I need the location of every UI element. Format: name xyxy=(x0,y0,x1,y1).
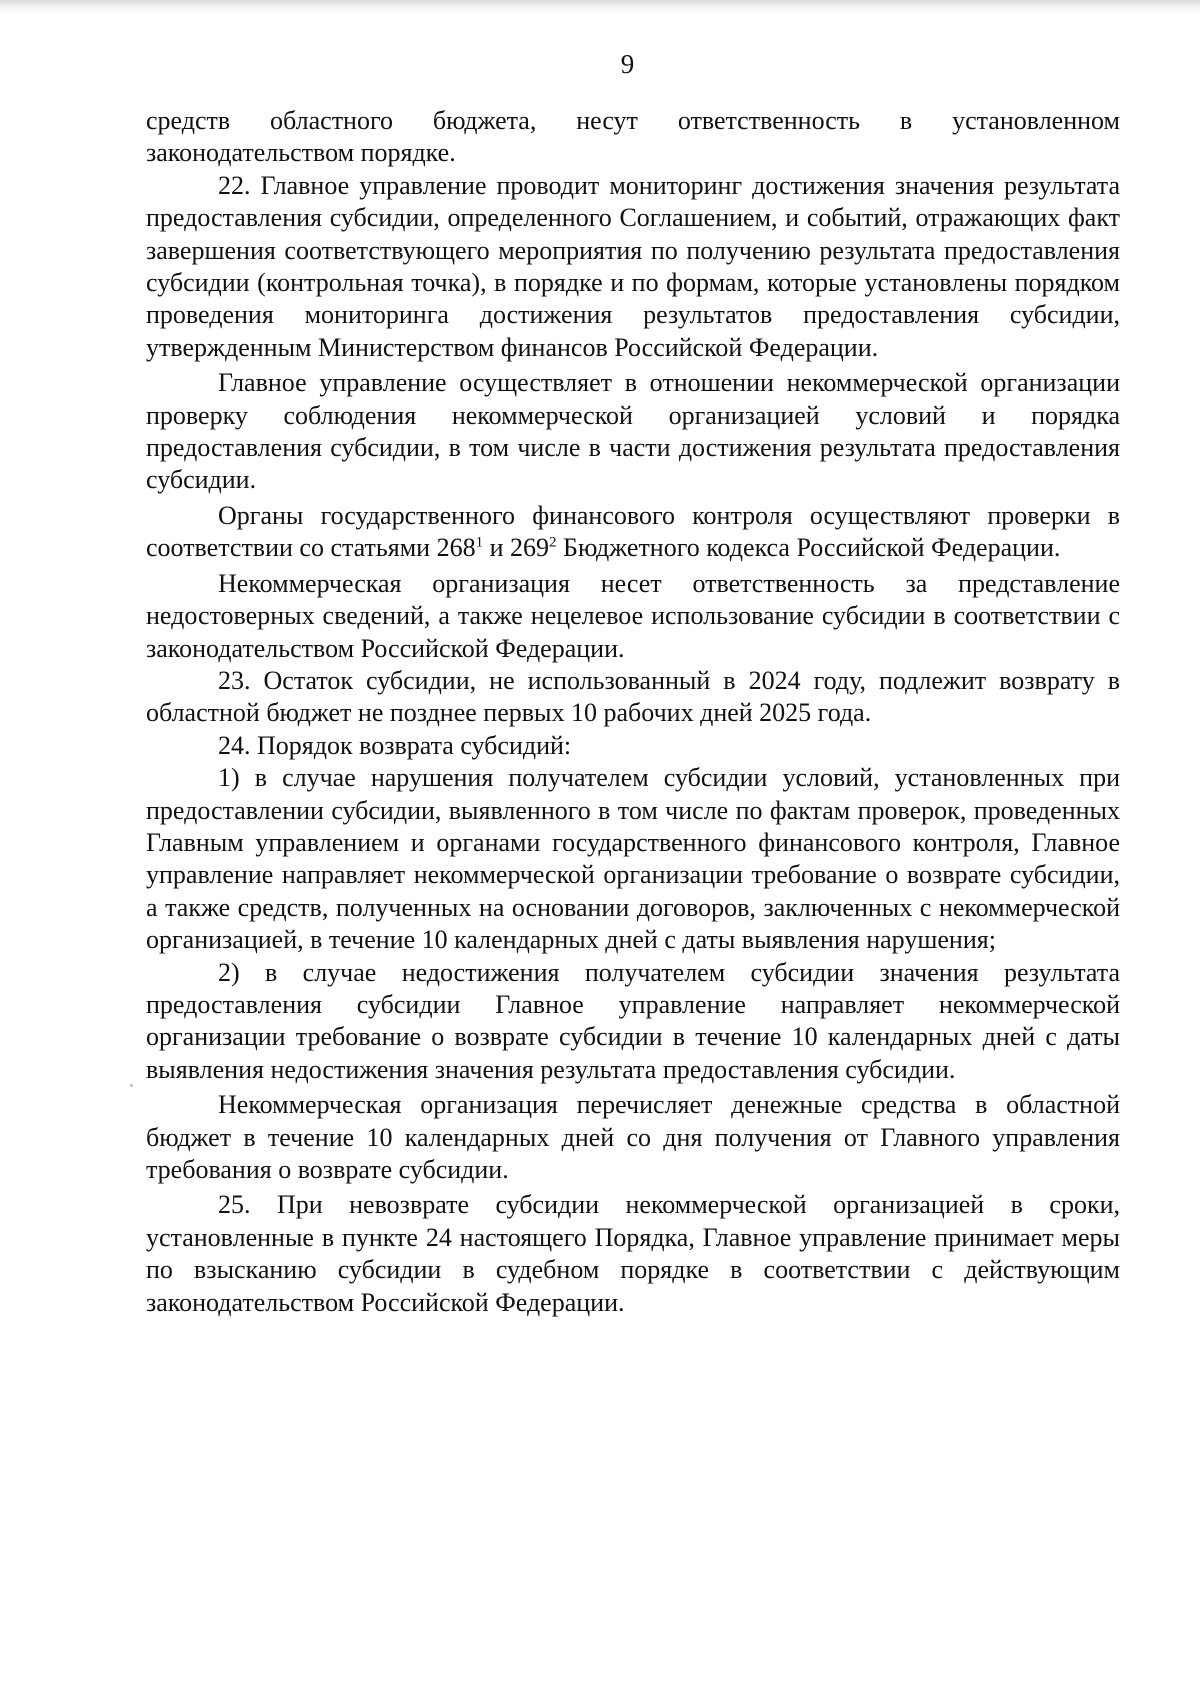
financial-control-text-end: Бюджетного кодекса Российской Федерации. xyxy=(556,533,1061,563)
paragraph-responsibility: Некоммерческая организация несет ответственность за представление недостоверных сведений, а также нецелевое использование субсидии в соответствии с законодательством Российской Федерации. xyxy=(146,568,1120,663)
paragraph-22: 22. Главное управление проводит мониторинг достижения значения результата предоставления субсидии, определенного Соглашением, и событий, отражающих факт завершения соответствующего мероприятия по получению результата предоставления субсидии (контрольная точка), в порядке и по формам, которые установлены порядком проведения мониторинга достижения результатов предоставления субсидии, утвержденным Министерством финансов Российской Федерации. xyxy=(146,170,1120,362)
article-268-superscript: 1 xyxy=(475,534,484,551)
paragraph-23: 23. Остаток субсидии, не использованный в 2024 году, подлежит возврату в областной бюджет не позднее первых 10 рабочих дней 2025 года. xyxy=(146,665,1120,728)
scan-edge-shading xyxy=(0,0,1200,14)
paragraph-24-item-1: 1) в случае нарушения получателем субсидии условий, установленных при предоставлении субсидии, выявленного в том числе по фактам проверок, проведенных Главным управлением и органами государственного финансового контроля, Главное управление направляет некоммерческой организации требование о возврате субсидии, а также средств, полученных на основании договоров, заключенных с некоммерческой организацией, в течение 10 календарных дней с даты выявления нарушения; xyxy=(146,763,1120,955)
financial-control-text-start: Органы государственного финансового контроля осуществляют проверки в соответствии со статьями 268 xyxy=(146,500,1120,563)
article-269-superscript: 2 xyxy=(549,534,557,551)
financial-control-text-middle: и 269 xyxy=(483,533,550,563)
paragraph-24-item-2: 2) в случае недостижения получателем субсидии значения результата предоставления субсидии Главное управление направляет некоммерческой организации требование о возврате субсидии в течение 10 календарных дней с даты выявления недостижения значения результата предоставления субсидии. xyxy=(146,957,1120,1084)
paragraph-24: 24. Порядок возврата субсидий: xyxy=(218,730,572,760)
paragraph-inspection: Главное управление осуществляет в отношении некоммерческой организации проверку соблюдения некоммерческой организацией условий и порядка предоставления субсидии, в том числе в части достижения результата предоставления субсидии. xyxy=(146,368,1120,495)
paragraph-25: 25. При невозврате субсидии некоммерческой организацией в сроки, установленные в пункте 24 настоящего Порядка, Главное управление принимает меры по взысканию субсидии в судебном порядке в соответствии с действующим законодательством Российской Федерации. xyxy=(146,1190,1120,1317)
document-body xyxy=(146,105,1120,1319)
paragraph-continuation: средств областного бюджета, несут ответственность в установленном законодательством порядке. xyxy=(146,106,1120,168)
paragraph-transfer: Некоммерческая организация перечисляет денежные средства в областной бюджет в течение 10 календарных дней со дня получения от Главного управления требования о возврате субсидии. xyxy=(146,1090,1120,1184)
paragraph-financial-control xyxy=(146,500,1120,565)
page-number: 9 xyxy=(620,49,635,79)
scan-speck xyxy=(130,1084,133,1087)
